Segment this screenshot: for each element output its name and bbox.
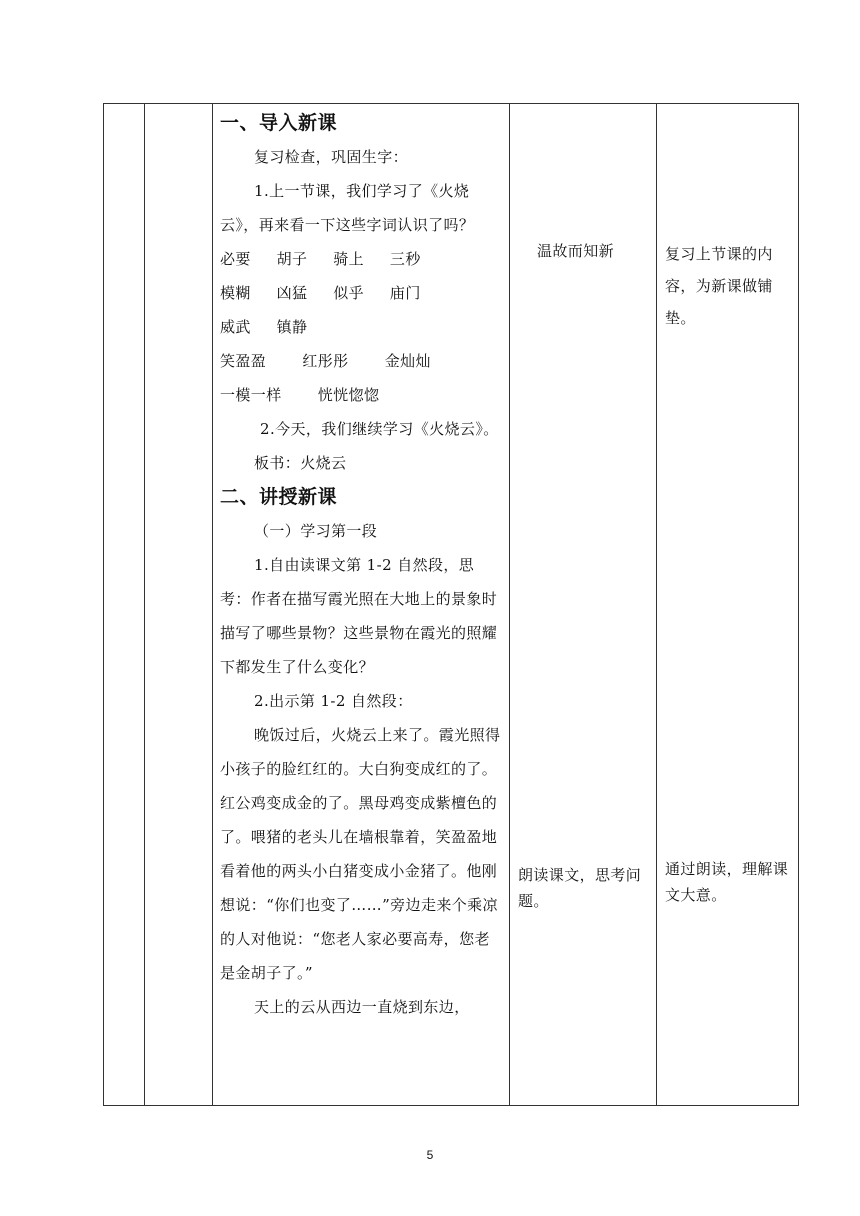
- board-line: 板书：火烧云: [254, 454, 347, 472]
- today-line: 2.今天，我们继续学习《火烧云》。: [260, 420, 499, 438]
- teaching-process-cell: [213, 104, 510, 1106]
- question-2: 2.出示第 1-2 自然段：: [254, 692, 413, 710]
- table-row: [104, 104, 799, 1106]
- intent-note: 复习上节课的内容，为新课做铺垫。: [665, 245, 773, 327]
- activity-note: 温故而知新: [537, 242, 615, 260]
- section-heading-intro: 一、导入新课: [220, 112, 338, 134]
- page-number: 5: [426, 1148, 434, 1162]
- activity-note: 朗读课文，思考问题。: [518, 866, 642, 910]
- intent-note: 通过朗读，理解课文大意。: [665, 860, 789, 904]
- review-question: 1.上一节课，我们学习了《火烧云》，再来看一下这些字词认识了吗？: [220, 182, 475, 234]
- student-activity-cell: [510, 104, 657, 1106]
- vocab-row: 必要 胡子 骑上 三秒: [220, 250, 421, 268]
- vocab-row: 一模一样 恍恍惚惚: [220, 386, 380, 404]
- vocab-row: 威武 镇静: [220, 318, 308, 336]
- design-intent-cell: [657, 104, 799, 1106]
- passage-paragraph: 晚饭过后，火烧云上来了。霞光照得小孩子的脸红红的。大白狗变成红的了。红公鸡变成金的了。黑母鸡变成紫檀色的了。喂猪的老头儿在墙根靠着，笑盈盈地看着他的两头小白猪变成小金猪了。他刚想说：“你们也变了……”旁边走来个乘凉的人对他说：“您老人家必要高寿，您老是金胡子了。”: [220, 726, 501, 982]
- lesson-plan-table: [103, 103, 799, 1106]
- section-heading-new: 二、讲授新课: [220, 486, 338, 508]
- passage-paragraph: 天上的云从西边一直烧到东边，: [254, 998, 470, 1016]
- vocab-row: 模糊 凶猛 似乎 庙门: [220, 284, 421, 302]
- blank-column-2: [145, 104, 213, 1106]
- question-1: 1.自由读课文第 1-2 自然段，思考：作者在描写霞光照在大地上的景象时描写了哪些景物？这些景物在霞光的照耀下都发生了什么变化？: [220, 556, 498, 676]
- review-line: 复习检查，巩固生字：: [254, 148, 409, 166]
- vocab-row: 笑盈盈 红彤彤 金灿灿: [220, 352, 431, 370]
- subsection-title: （一）学习第一段: [254, 522, 378, 540]
- blank-column-1: [104, 104, 145, 1106]
